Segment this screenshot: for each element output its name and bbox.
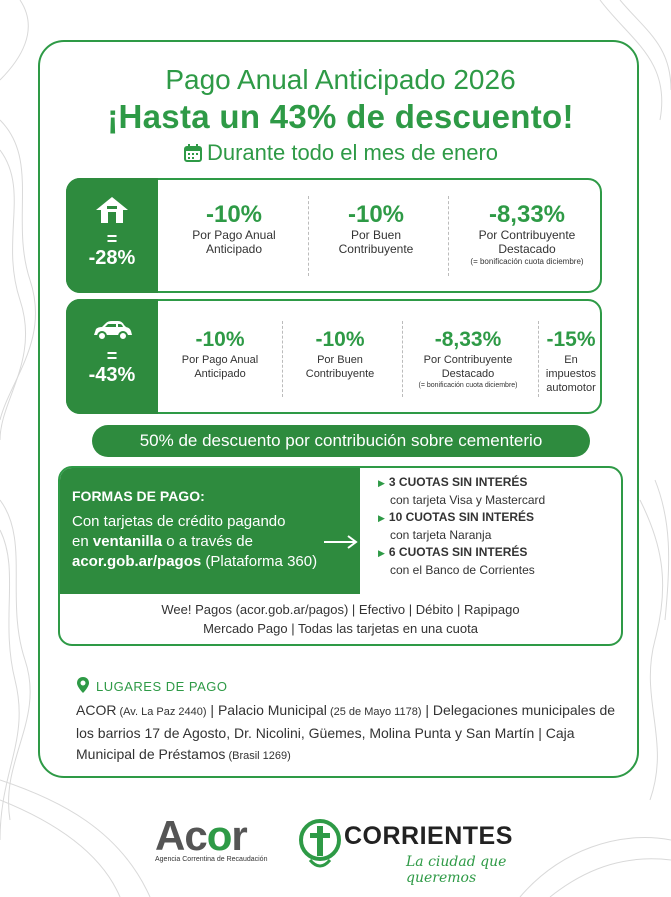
vehicle-item bbox=[164, 327, 276, 381]
discount-label: Anticipado bbox=[205, 242, 263, 256]
discount-label: Por Buen bbox=[317, 354, 363, 366]
car-icon bbox=[90, 319, 134, 343]
vehicle-item bbox=[404, 327, 532, 389]
triangle-icon: ▶ bbox=[378, 478, 385, 488]
property-discount-row bbox=[66, 178, 602, 293]
discount-value: -10% bbox=[347, 201, 405, 228]
discount-label: En impuestos bbox=[545, 354, 597, 380]
places-text: ACOR (Av. La Paz 2440) | Palacio Municipal (25 de Mayo 1178) | Delegaciones municipales de los barrios 17 de Agosto, Dr. Nicolini, Güemes, Molina Punta y San Martín | Caja Municipal de Préstamos (Brasil 1269) bbox=[76, 702, 616, 762]
payment-text: en bbox=[72, 533, 93, 550]
triangle-icon: ▶ bbox=[378, 513, 385, 523]
discount-label: Por Buen bbox=[350, 228, 402, 242]
property-item bbox=[454, 202, 600, 266]
discount-value: -10% bbox=[195, 328, 245, 351]
discount-label: Por Pago Anual bbox=[181, 354, 259, 366]
cross-emblem-icon bbox=[298, 816, 342, 874]
calendar-icon bbox=[183, 143, 203, 163]
plan-detail: con el Banco de Corrientes bbox=[390, 563, 535, 577]
divider bbox=[402, 321, 403, 397]
payment-text: (Plataforma 360) bbox=[201, 553, 318, 570]
property-equals: = bbox=[106, 229, 118, 249]
plan-title: ▶ 6 CUOTAS SIN INTERÉS bbox=[378, 545, 528, 559]
discount-label: Por Contribuyente bbox=[423, 354, 513, 366]
period-text: Durante todo el mes de enero bbox=[206, 140, 499, 165]
arrow-icon bbox=[322, 534, 362, 550]
page-title: Pago Anual Anticipado 2026 bbox=[165, 64, 516, 95]
corrientes-logo bbox=[298, 814, 538, 884]
discount-label: Destacado bbox=[498, 242, 556, 256]
divider bbox=[448, 196, 449, 276]
plan-title: ▶ 3 CUOTAS SIN INTERÉS bbox=[378, 475, 528, 489]
divider bbox=[538, 321, 539, 397]
discount-label: Contribuyente bbox=[305, 368, 375, 380]
plan-title: ▶ 10 CUOTAS SIN INTERÉS bbox=[378, 510, 535, 524]
discount-value: -15% bbox=[546, 328, 596, 351]
installment-plans bbox=[378, 474, 618, 579]
headline: ¡Hasta un 43% de descuento! bbox=[107, 98, 574, 135]
corrientes-wordmark: CORRIENTES bbox=[344, 822, 513, 850]
discount-value: -8,33% bbox=[488, 201, 566, 228]
acor-subtitle: Agencia Correntina de Recaudación bbox=[155, 856, 268, 863]
discount-label: Por Contribuyente bbox=[478, 228, 576, 242]
property-total: -28% bbox=[88, 247, 136, 269]
cemetery-banner: 50% de descuento por contribución sobre cementerio bbox=[92, 425, 590, 457]
methods-line: Mercado Pago | Todas las tarjetas en una cuota bbox=[203, 621, 478, 636]
payment-text: o a través de bbox=[162, 533, 253, 550]
discount-value: -10% bbox=[205, 201, 263, 228]
info-card bbox=[38, 40, 639, 778]
payment-heading: FORMAS DE PAGO: bbox=[72, 488, 205, 504]
vehicle-summary bbox=[66, 299, 158, 414]
period bbox=[40, 140, 641, 166]
vehicle-equals: = bbox=[106, 346, 118, 366]
discount-value: -10% bbox=[315, 328, 365, 351]
discount-label: Anticipado bbox=[194, 368, 246, 380]
discount-value: -8,33% bbox=[434, 328, 502, 351]
vehicle-total: -43% bbox=[88, 364, 136, 386]
divider bbox=[308, 196, 309, 276]
payment-box bbox=[58, 466, 623, 646]
vehicle-discount-row bbox=[66, 299, 602, 414]
house-icon bbox=[93, 194, 131, 226]
payment-line bbox=[72, 552, 317, 571]
vehicle-item bbox=[286, 327, 394, 381]
vehicle-item bbox=[540, 327, 602, 395]
plan-detail: con tarjeta Naranja bbox=[390, 528, 492, 542]
payment-methods-panel bbox=[60, 468, 360, 594]
payment-line bbox=[72, 532, 253, 551]
payment-text: Con tarjetas de crédito pagando bbox=[72, 513, 286, 530]
discount-note: (= bonificación cuota diciembre) bbox=[470, 257, 584, 266]
acor-wordmark: Acor bbox=[155, 812, 247, 859]
plan-detail: con tarjeta Visa y Mastercard bbox=[390, 493, 546, 507]
discount-label: Destacado bbox=[441, 368, 495, 380]
discount-label: Por Pago Anual bbox=[192, 228, 276, 242]
property-summary bbox=[66, 178, 158, 293]
places-heading: LUGARES DE PAGO bbox=[76, 676, 228, 694]
location-pin-icon bbox=[76, 676, 90, 694]
discount-label: automotor bbox=[546, 382, 596, 394]
acor-logo bbox=[155, 812, 285, 882]
property-item bbox=[168, 202, 300, 256]
methods-line: Wee! Pagos (acor.gob.ar/pagos) | Efectivo | Débito | Rapipago bbox=[161, 602, 520, 617]
corrientes-tagline: La ciudad que queremos bbox=[406, 854, 507, 886]
property-item bbox=[312, 202, 440, 256]
payment-emphasis: ventanilla bbox=[92, 533, 163, 550]
divider bbox=[282, 321, 283, 397]
triangle-icon: ▶ bbox=[378, 548, 385, 558]
discount-note: (= bonificación cuota diciembre) bbox=[418, 382, 518, 389]
payment-link: acor.gob.ar/pagos bbox=[72, 553, 202, 570]
payment-line bbox=[72, 512, 285, 531]
payment-methods bbox=[60, 600, 621, 638]
discount-label: Contribuyente bbox=[338, 242, 414, 256]
